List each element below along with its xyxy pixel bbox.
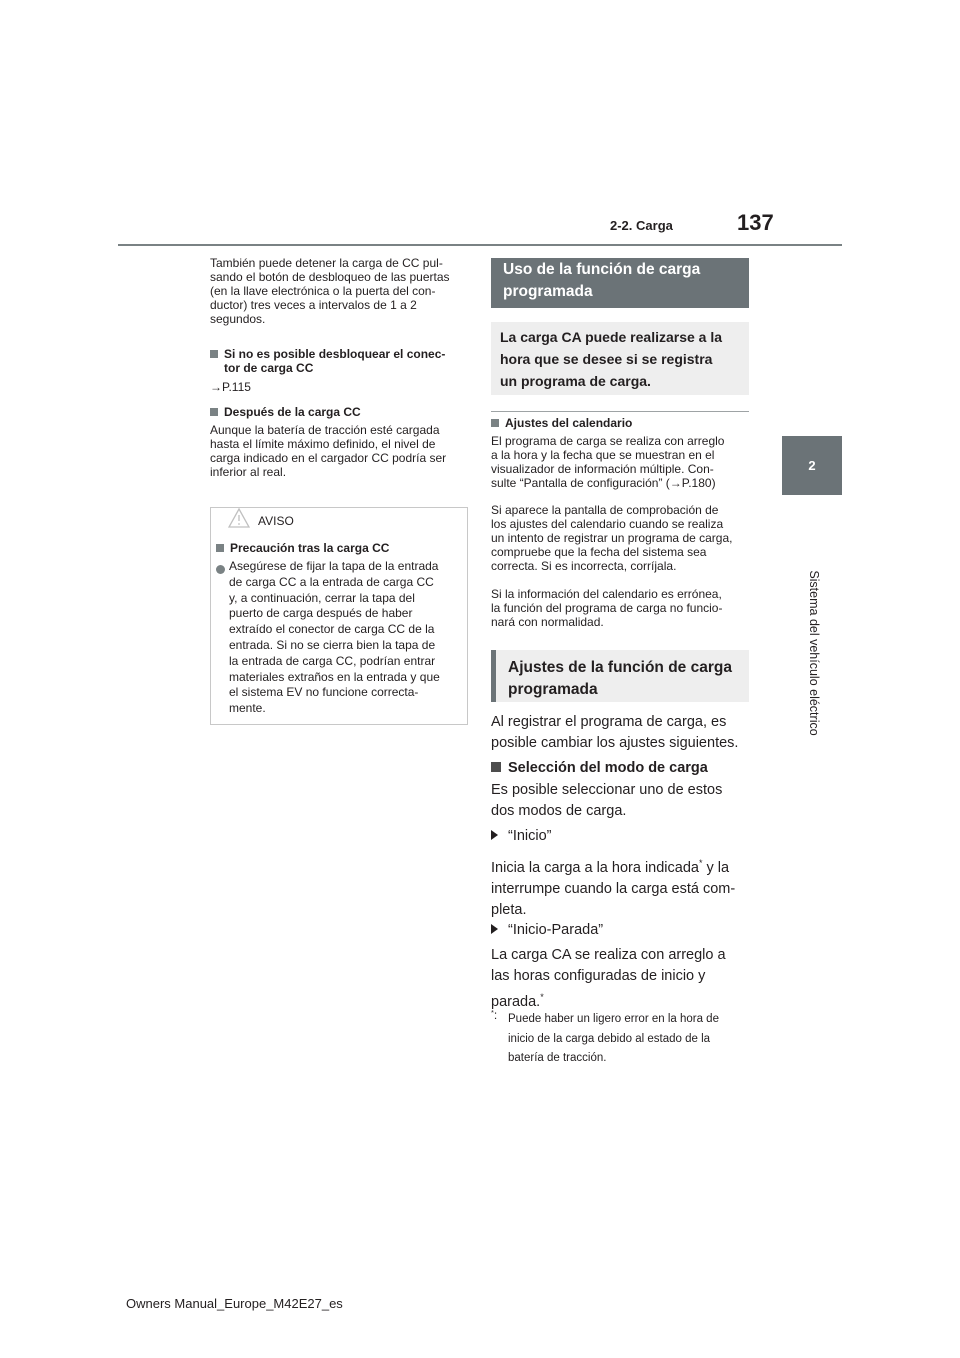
footnote-mark: *: [491,1008,498,1022]
option-inicio-parada: “Inicio-Parada” [491,920,603,941]
section-label: 2-2. Carga [610,218,673,233]
summary-box: La carga CA puede realizarse a la hora que se desee si se registra un programa de carga. [491,322,749,395]
triangle-bullet-icon [491,924,498,934]
footer-manual-id: Owners Manual_Europe_M42E27_es [126,1296,343,1311]
left-paragraph-after: Aunque la batería de tracción esté cargada hasta el límite máximo definido, el nivel de carga indicado en el cargador CC podría ser inferior al real. [210,423,447,479]
square-bullet-icon [210,408,218,416]
section-bar-uso: Uso de la función de carga programada [491,258,749,308]
option-inicio-parada-text: La carga CA se realiza con arreglo a las horas configuradas de inicio y parada.* [491,947,726,1010]
left-intro: También puede detener la carga de CC pul- sando el botón de desbloqueo de las puertas (en la llave electrónica o la puerta del con- ductor) tres veces a intervalos de 1 a 2 segundos. [210,256,450,326]
modo-intro: Es posible seleccionar uno de estos dos modos de carga. [491,782,723,819]
heading-modo: Selección del modo de carga [491,758,756,779]
footnote-text: Puede haber un ligero error en la hora de inicio de la carga debido al estado de la batería de tracción. [508,1013,719,1064]
section-bar-ajustes: Ajustes de la función de carga programada [491,650,749,702]
warning-text: Asegúrese de fijar la tapa de la entrada de carga CC a la entrada de carga CC y, a continuación, cerrar la tapa del puerto de carga después de haber extraído el conector de carga CC de la entrada. Si no se cierra bien la tapa de la entrada de carga CC, podrían entrar materiales extraños en la entrada y que el sistema EV no funcione correcta- mente. [229,559,440,716]
option-inicio: “Inicio” [491,826,552,847]
left-heading-after: Después de la carga CC [210,405,470,419]
warning-icon [228,508,250,533]
calendario-paragraph-3: Si la información del calendario es errónea, la función del programa de carga no funcio- nará con normalidad. [491,587,723,629]
circle-bullet-icon [216,561,225,579]
option-inicio-text: Inicia la carga a la hora indicada* y la interrumpe cuando la carga está com- pleta. [491,858,736,918]
page-reference: →P.115 [210,380,251,394]
square-bullet-icon [216,544,224,552]
heading-calendario: Ajustes del calendario [491,416,749,430]
calendario-paragraph-1: El programa de carga se realiza con arreglo a la hora y la fecha que se muestran en el visualizador de información múltiple. Con- sulte “Pantalla de configuración” (→P.180) [491,434,725,490]
page-number: 137 [737,210,774,235]
calendario-paragraph-2: Si aparece la pantalla de comprobación de los ajustes del calendario cuando se realiza un intento de registrar un programa de carga, compruebe que la fecha del sistema sea correcta. Si es incorrecta, corríjala. [491,503,733,573]
warning-title: Precaución tras la carga CC [216,541,464,555]
chapter-title: Sistema del vehículo eléctrico [807,570,821,736]
chapter-tab: 2 [782,436,842,495]
square-bullet-icon [491,762,501,772]
header-rule [118,244,842,246]
divider [491,411,749,412]
triangle-bullet-icon [491,830,498,840]
ajustes-intro: Al registrar el programa de carga, es posible cambiar los ajustes siguientes. [491,714,739,751]
square-bullet-icon [491,419,499,427]
square-bullet-icon [210,350,218,358]
warning-label: AVISO [258,514,294,528]
left-heading-unlock: Si no es posible desbloquear el conec- tor de carga CC [210,347,470,375]
